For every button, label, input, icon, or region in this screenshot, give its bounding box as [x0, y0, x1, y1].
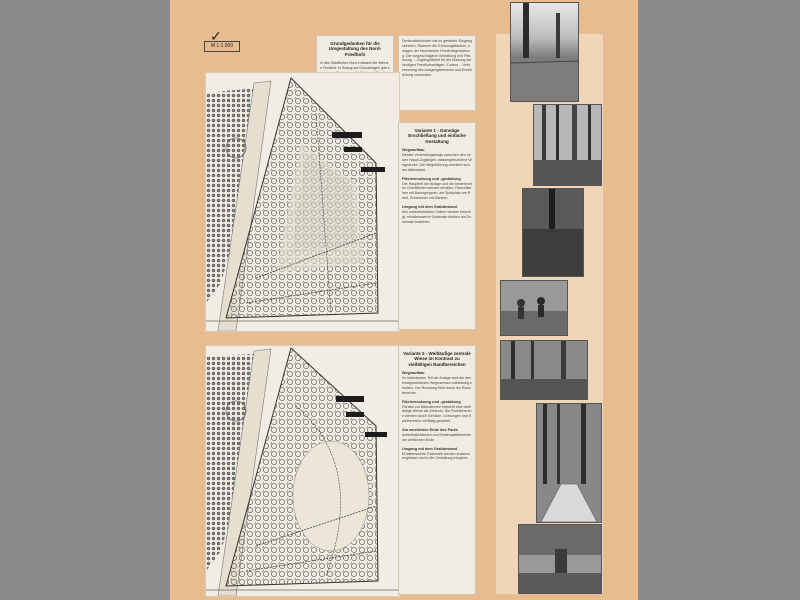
variant-2-heading-1: Wegeaufbau [402, 371, 425, 376]
site-plan-variant-1 [205, 72, 400, 332]
children-playing-photo [500, 280, 568, 336]
intro-text-right: Denkmalbehörden hat es gestaltet: Eingangsbereich, Rahmen der Erholungsflächen, Anlagen der historischen Friedhofsgestaltung. Die vorgeschlagene Gestaltung und Pflanzung ... Zugänglichkeit für die Nutzung der heutigen Friedhofsanlagen. Zudem ... Verbesserung des Ausgangsbereichs und Erschließung vorhanden. [402, 39, 472, 77]
variant-2-text-4: Erhaltenswerte Grabmale werden zusammengefasst und in die Gestaltung integriert. [402, 451, 471, 461]
pine-forest-photo [533, 104, 602, 186]
variant-2-heading-2: Flächennutzung und -gestaltung [402, 399, 461, 404]
variant-1-heading-3: Umgang mit dem Grabbestand [402, 204, 458, 209]
intro-text-left: In den Stadtteilen Nord entstand die Weinen Friedhof. In Bezug auf Grünanlagen gibt e [320, 61, 390, 71]
forest-clearing-illustration [501, 341, 587, 399]
plan1-legend-bar-1 [332, 132, 362, 138]
variant-1-heading-1: Wegeaufbau [402, 148, 425, 153]
memorial-stone-photo [518, 524, 602, 594]
ivy-ground-illustration [523, 189, 583, 276]
variant-2-text-1: Im historischen Teil der Anlage sind die denkmalgeschützten Wegeachsen vollständig erhalten. Der Rundweg führt durch die Randbereiche. [402, 376, 472, 395]
variant-1-heading-2: Flächennutzung und -gestaltung [402, 176, 461, 181]
variant-1-title: Variante 1 - Günstige Erschließung und einfache Gestaltung [408, 128, 466, 144]
park-meadow-illustration [511, 3, 578, 101]
variant-1-text-2: Der Hauptteil der Anlage und die bestehenden Grünflächen werden erhalten. Rasenflächen mit Baumgruppen, ein Spielplatz am Rand, Ruhezonen mit Bänken. [402, 181, 472, 201]
pine-forest-illustration [534, 105, 601, 185]
variant-2-heading-3: Am westlichen Ende des Parks [402, 427, 458, 432]
plan1-legend-bar-2 [344, 147, 362, 152]
variant-2-text-2: Parallel zur Bahnstrecke entsteht eine weitläufige Wiese als Zentrum. Die Randbereiche werden durch Gehölze, Lichtungen und Spielbereiche vielfältig gestaltet. [402, 404, 472, 424]
scale-label: M 1:1.000 [204, 41, 240, 52]
children-playing-illustration [501, 281, 567, 335]
variant-2-title: Variante 2 - Weitläufige zentrale Wiese im Kontrast zu vielfältigen Randbereichen [403, 351, 471, 367]
site-plan-variant-2 [205, 345, 400, 597]
variant-2-text [398, 345, 476, 595]
forest-clearing-photo [500, 340, 588, 400]
variant-1-text-1: Direkte Verbindungswege zwischen den neuen Haupt-Zugängen, wassergebundene Wegedecke. Die Wegeführung orientiert sich am Altbestand. [402, 153, 472, 172]
variant-2-heading-4: Umgang mit dem Grabbestand [402, 446, 458, 451]
park-meadow-photo [510, 2, 579, 102]
memorial-stone-illustration [519, 525, 601, 593]
plan1-legend-bar-3 [361, 167, 385, 172]
wooden-bridge-photo [536, 403, 602, 523]
site-plan-2-drawing [206, 346, 399, 596]
intro-right-text [398, 35, 476, 111]
variant-2-text-3: Aufenthaltsflächen und Kinderspielbereiche am westlichen Ende. [402, 432, 472, 442]
ivy-ground-photo [522, 188, 584, 277]
site-plan-1-drawing [206, 73, 399, 331]
check-mark-icon: ✓ [210, 29, 222, 45]
plan2-legend-bar-1 [336, 396, 364, 402]
variant-1-text [398, 122, 476, 330]
intro-title: Grundgedanken für die Umgestaltung des Nord-Friedhofs [328, 41, 382, 57]
scale-note [200, 29, 240, 52]
variant-1-text-3: Alle unbedenklichen Gräber werden beseitigt; erhaltenswerte Grabmale bleiben als Denkmale bestehen. [402, 209, 472, 224]
wooden-bridge-illustration [537, 404, 601, 522]
plan2-legend-bar-2 [346, 412, 364, 417]
plan2-legend-bar-3 [365, 432, 387, 437]
